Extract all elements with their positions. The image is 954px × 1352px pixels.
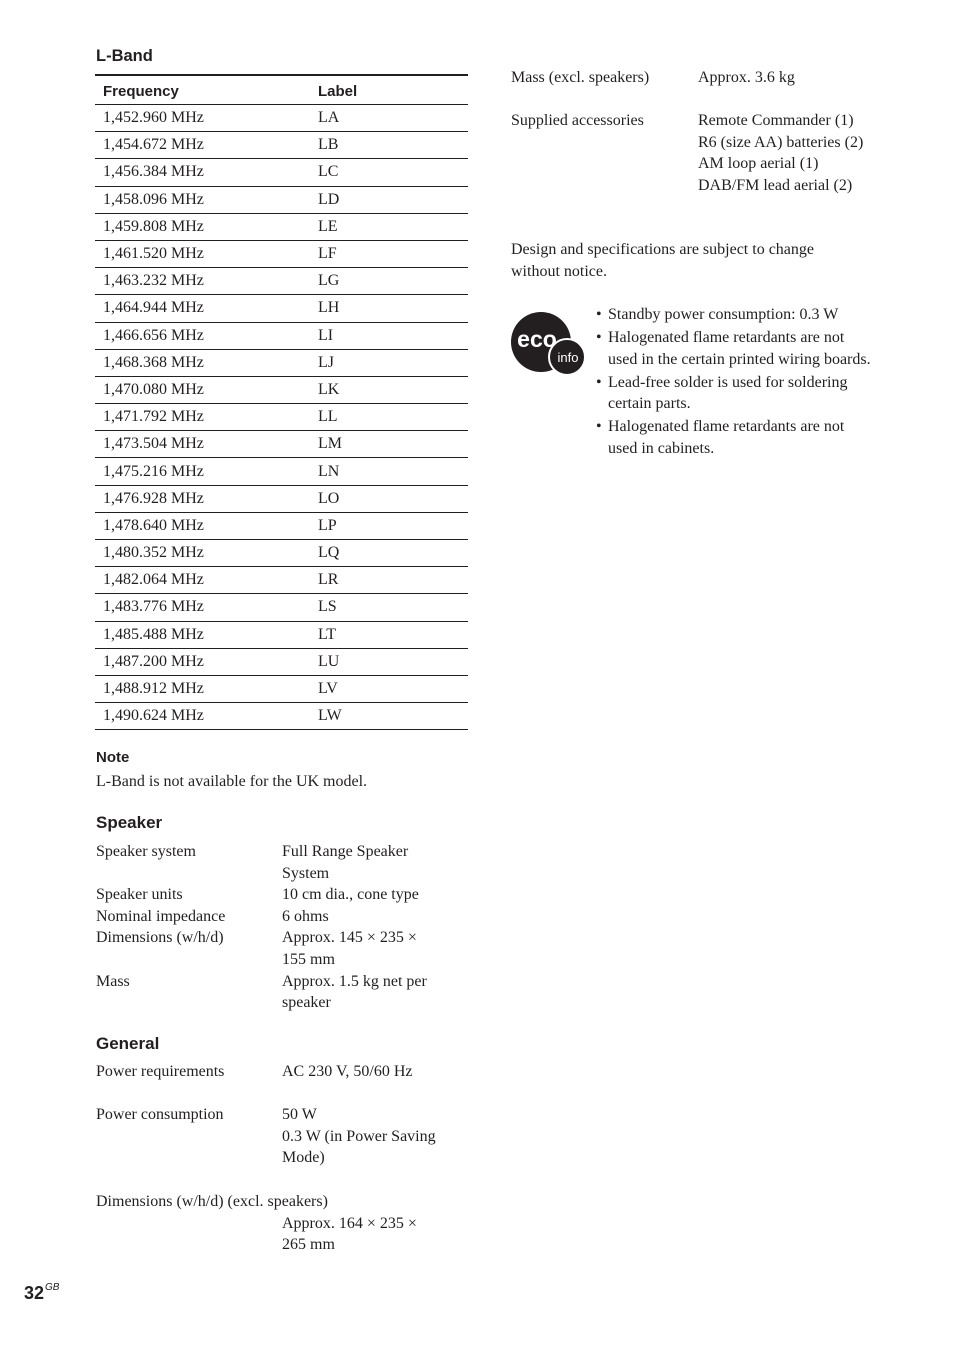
power-consumption-spec — [96, 1104, 472, 1169]
table-row — [95, 240, 468, 267]
disclaimer-line: without notice. — [511, 262, 607, 280]
eco-feature-line: used in the certain printed wiring boards. — [608, 350, 871, 368]
frequency-cell: 1,488.912 MHz — [95, 675, 318, 702]
spec-value-line: Approx. 1.5 kg net per — [282, 972, 427, 990]
label-cell: LR — [318, 567, 468, 594]
frequency-cell: 1,458.096 MHz — [95, 186, 318, 213]
frequency-cell: 1,468.368 MHz — [95, 349, 318, 376]
table-row — [95, 322, 468, 349]
spec-value — [282, 1104, 472, 1169]
frequency-cell: 1,473.504 MHz — [95, 431, 318, 458]
frequency-cell: 1,463.232 MHz — [95, 268, 318, 295]
label-cell: LU — [318, 648, 468, 675]
spec-label: Dimensions (w/h/d) (excl. speakers) — [96, 1193, 328, 1210]
label-cell: LF — [318, 240, 468, 267]
table-row — [95, 431, 468, 458]
label-cell: LO — [318, 485, 468, 512]
spec-value — [282, 927, 472, 970]
lband-table-body — [95, 105, 468, 730]
frequency-cell: 1,466.656 MHz — [95, 322, 318, 349]
lband-table — [95, 74, 468, 730]
spec-value — [282, 841, 472, 884]
eco-feature-line: • Lead-free solder is used for soldering — [608, 373, 848, 391]
spec-label: Power consumption — [96, 1106, 224, 1123]
label-cell: LC — [318, 159, 468, 186]
disclaimer-line: Design and specifications are subject to change — [511, 241, 814, 258]
frequency-cell: 1,470.080 MHz — [95, 376, 318, 403]
page-number-suffix: GB — [45, 1282, 60, 1293]
label-cell: LD — [318, 186, 468, 213]
frequency-cell: 1,471.792 MHz — [95, 404, 318, 431]
frequency-column-header: Frequency — [95, 75, 318, 105]
table-row — [95, 540, 468, 567]
spec-value-line: Full Range Speaker — [282, 843, 409, 860]
frequency-cell: 1,485.488 MHz — [95, 621, 318, 648]
speaker-spec-list — [96, 841, 472, 1014]
eco-logo-text: eco — [517, 326, 557, 352]
page-number — [24, 1282, 59, 1304]
spec-value-line: AC 230 V, 50/60 Hz — [282, 1063, 413, 1080]
accessory-item: AM loop aerial (1) — [698, 155, 819, 173]
note-heading: Note — [96, 749, 130, 766]
spec-label: Speaker system — [96, 843, 196, 860]
spec-label: Dimensions (w/h/d) — [96, 929, 224, 947]
spec-label: Mass (excl. speakers) — [511, 69, 650, 86]
eco-feature-item — [596, 416, 896, 459]
mass-excl-speakers-spec — [511, 67, 898, 89]
spec-value-line: Approx. 164 × 235 × — [282, 1214, 417, 1232]
eco-feature-line: • Standby power consumption: 0.3 W — [608, 306, 839, 323]
spec-value-line: speaker — [282, 994, 331, 1012]
label-cell: LT — [318, 621, 468, 648]
spec-value-line: Approx. 3.6 kg — [698, 69, 795, 86]
info-logo-text: info — [557, 350, 579, 365]
eco-feature-item — [596, 304, 896, 326]
label-cell: LK — [318, 376, 468, 403]
spec-value-line: 6 ohms — [282, 907, 329, 925]
specifications-disclaimer — [511, 239, 814, 282]
spec-value — [282, 1213, 472, 1256]
frequency-cell: 1,459.808 MHz — [95, 213, 318, 240]
eco-feature-line: used in cabinets. — [608, 439, 715, 457]
spec-label: Nominal impedance — [96, 907, 226, 925]
spec-value-line: 155 mm — [282, 950, 335, 968]
label-cell: LS — [318, 594, 468, 621]
spec-value — [698, 110, 898, 196]
dimensions-excl-speakers-spec — [96, 1191, 472, 1256]
note-text: L-Band is not available for the UK model. — [96, 773, 368, 790]
frequency-cell: 1,478.640 MHz — [95, 512, 318, 539]
table-row — [95, 105, 468, 132]
label-cell: LJ — [318, 349, 468, 376]
label-cell: LQ — [318, 540, 468, 567]
page-number-value: 32 — [24, 1283, 45, 1303]
frequency-cell: 1,482.064 MHz — [95, 567, 318, 594]
label-cell: LE — [318, 213, 468, 240]
table-row — [95, 159, 468, 186]
spec-value-line: 10 cm dia., cone type — [282, 886, 419, 904]
spec-label: Supplied accessories — [511, 112, 644, 129]
label-cell: LM — [318, 431, 468, 458]
eco-feature-item — [596, 327, 896, 370]
spec-value — [698, 67, 898, 89]
accessory-item: Remote Commander (1) — [698, 112, 854, 129]
table-row — [95, 648, 468, 675]
lband-header-row — [95, 75, 468, 105]
label-cell: LP — [318, 512, 468, 539]
spec-value-line: 265 mm — [282, 1236, 335, 1254]
table-row — [95, 268, 468, 295]
frequency-cell: 1,487.200 MHz — [95, 648, 318, 675]
frequency-cell: 1,490.624 MHz — [95, 703, 318, 730]
spec-value — [282, 884, 472, 906]
table-row — [95, 376, 468, 403]
frequency-cell: 1,456.384 MHz — [95, 159, 318, 186]
table-row — [95, 349, 468, 376]
eco-feature-line: • Halogenated flame retardants are not — [608, 329, 845, 346]
label-cell: LB — [318, 132, 468, 159]
accessory-item: DAB/FM lead aerial (2) — [698, 176, 853, 194]
spec-value — [282, 971, 472, 1014]
label-cell: LA — [318, 105, 468, 132]
eco-info-logo — [510, 310, 586, 376]
frequency-cell: 1,464.944 MHz — [95, 295, 318, 322]
label-cell: LH — [318, 295, 468, 322]
table-row — [95, 404, 468, 431]
accessory-item: R6 (size AA) batteries (2) — [698, 133, 864, 151]
spec-value-line: System — [282, 864, 330, 882]
frequency-cell: 1,452.960 MHz — [95, 105, 318, 132]
table-row — [95, 295, 468, 322]
table-row — [95, 186, 468, 213]
spec-label: Speaker units — [96, 886, 183, 904]
table-row — [95, 567, 468, 594]
table-row — [95, 132, 468, 159]
spec-label: Mass — [96, 972, 130, 990]
general-heading: General — [96, 1034, 160, 1053]
frequency-cell: 1,480.352 MHz — [95, 540, 318, 567]
spec-value — [282, 1061, 472, 1083]
spec-label: Power requirements — [96, 1063, 225, 1080]
eco-feature-list — [596, 304, 896, 461]
frequency-cell: 1,475.216 MHz — [95, 458, 318, 485]
label-cell: LI — [318, 322, 468, 349]
table-row — [95, 703, 468, 730]
eco-feature-line: certain parts. — [608, 395, 691, 412]
label-cell: LW — [318, 703, 468, 730]
spec-value-line: Mode) — [282, 1149, 325, 1167]
eco-feature-line: • Halogenated flame retardants are not — [608, 418, 845, 435]
lband-heading: L-Band — [96, 47, 153, 65]
supplied-accessories-spec — [511, 110, 898, 196]
eco-feature-item — [596, 372, 896, 415]
label-cell: LV — [318, 675, 468, 702]
table-row — [95, 594, 468, 621]
label-cell: LG — [318, 268, 468, 295]
table-row — [95, 621, 468, 648]
spec-value-line: 50 W — [282, 1106, 317, 1123]
table-row — [95, 458, 468, 485]
table-row — [95, 485, 468, 512]
spec-value-line: Approx. 145 × 235 × — [282, 929, 417, 947]
table-row — [95, 675, 468, 702]
label-cell: LL — [318, 404, 468, 431]
frequency-cell: 1,461.520 MHz — [95, 240, 318, 267]
spec-value-line: 0.3 W (in Power Saving — [282, 1127, 436, 1145]
label-column-header: Label — [318, 75, 468, 105]
table-row — [95, 213, 468, 240]
speaker-heading: Speaker — [96, 813, 163, 832]
table-row — [95, 512, 468, 539]
spec-value — [282, 906, 472, 928]
power-requirements-spec — [96, 1061, 472, 1083]
frequency-cell: 1,454.672 MHz — [95, 132, 318, 159]
frequency-cell: 1,476.928 MHz — [95, 485, 318, 512]
label-cell: LN — [318, 458, 468, 485]
frequency-cell: 1,483.776 MHz — [95, 594, 318, 621]
